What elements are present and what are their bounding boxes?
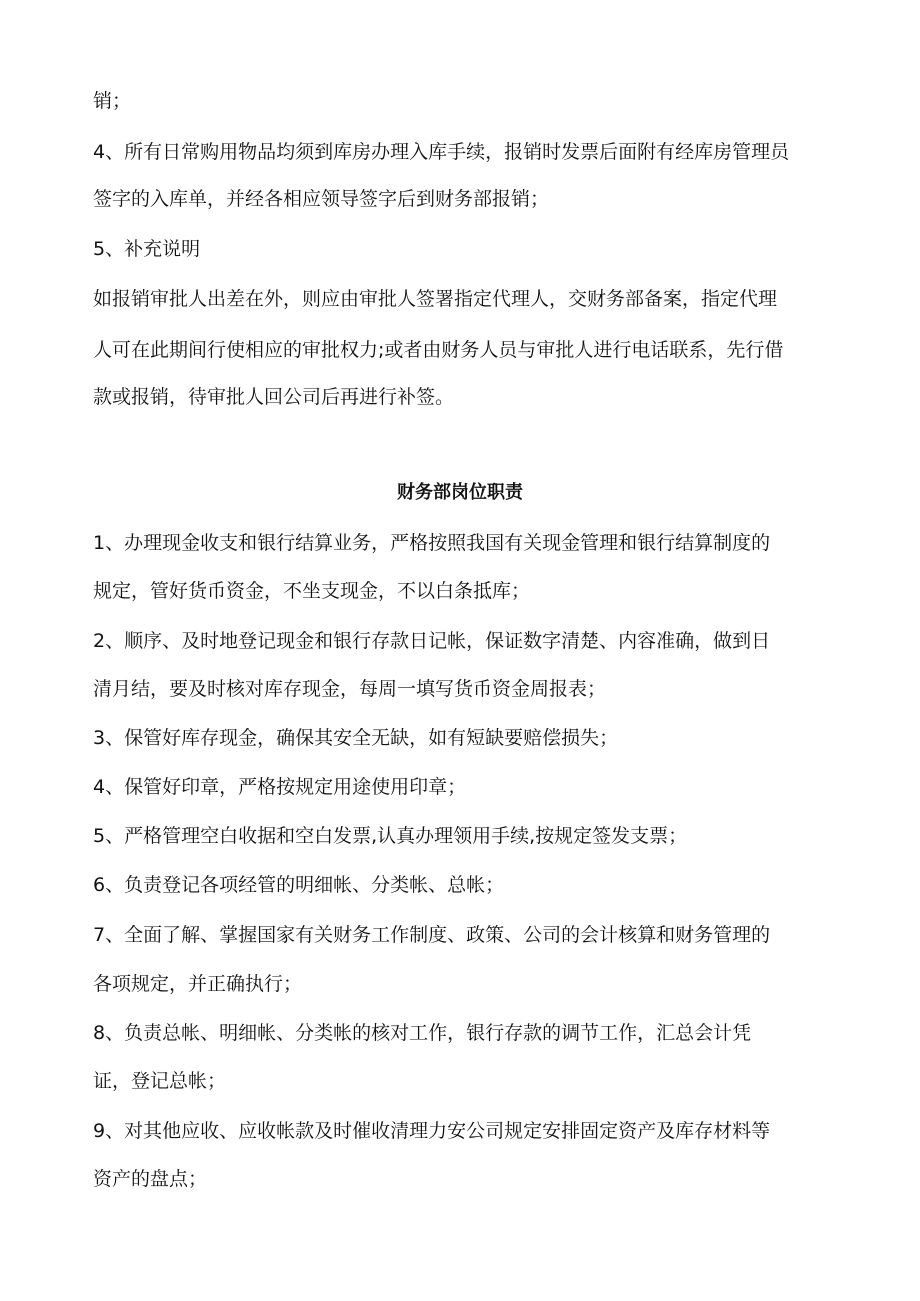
text-line: 1、办理现金收支和银行结算业务，严格按照我国有关现金管理和银行结算制度的 bbox=[93, 532, 771, 554]
text-line: 销； bbox=[93, 90, 132, 112]
text-line: 清月结，要及时核对库存现金，每周一填写货币资金周报表； bbox=[93, 678, 607, 700]
text-line: 5、补充说明 bbox=[93, 238, 201, 260]
text-line: 4、所有日常购用物品均须到库房办理入库手续，报销时发票后面附有经库房管理员 bbox=[93, 141, 790, 163]
text-line: 证，登记总帐； bbox=[93, 1070, 227, 1092]
text-line: 款或报销，待审批人回公司后再进行补签。 bbox=[93, 386, 455, 408]
text-line: 8、负责总帐、明细帐、分类帐的核对工作，银行存款的调节工作，汇总会计凭 bbox=[93, 1022, 752, 1044]
text-line: 如报销审批人出差在外，则应由审批人签署指定代理人，交财务部备案，指定代理 bbox=[93, 288, 778, 310]
text-line: 7、全面了解、掌握国家有关财务工作制度、政策、公司的会计核算和财务管理的 bbox=[93, 924, 771, 946]
section-title: 财务部岗位职责 bbox=[397, 482, 523, 503]
text-line: 4、保管好印章，严格按规定用途使用印章； bbox=[93, 776, 467, 798]
text-line: 人可在此期间行使相应的审批权力;或者由财务人员与审批人进行电话联系，先行借 bbox=[93, 339, 784, 361]
text-line: 资产的盘点； bbox=[93, 1168, 208, 1190]
text-line: 2、顺序、及时地登记现金和银行存款日记帐，保证数字清楚、内容准确，做到日 bbox=[93, 630, 771, 652]
text-line: 规定，管好货币资金，不坐支现金，不以白条抵库； bbox=[93, 580, 531, 602]
text-line: 各项规定，并正确执行； bbox=[93, 973, 303, 995]
text-line: 签字的入库单，并经各相应领导签字后到财务部报销； bbox=[93, 188, 550, 210]
text-line: 9、对其他应收、应收帐款及时催收清理力安公司规定安排固定资产及库存材料等 bbox=[93, 1120, 771, 1142]
text-line: 6、负责登记各项经管的明细帐、分类帐、总帐； bbox=[93, 874, 505, 896]
text-line: 3、保管好库存现金，确保其安全无缺，如有短缺要赔偿损失； bbox=[93, 727, 619, 749]
text-line: 5、严格管理空白收据和空白发票,认真办理领用手续,按规定签发支票； bbox=[93, 825, 688, 847]
